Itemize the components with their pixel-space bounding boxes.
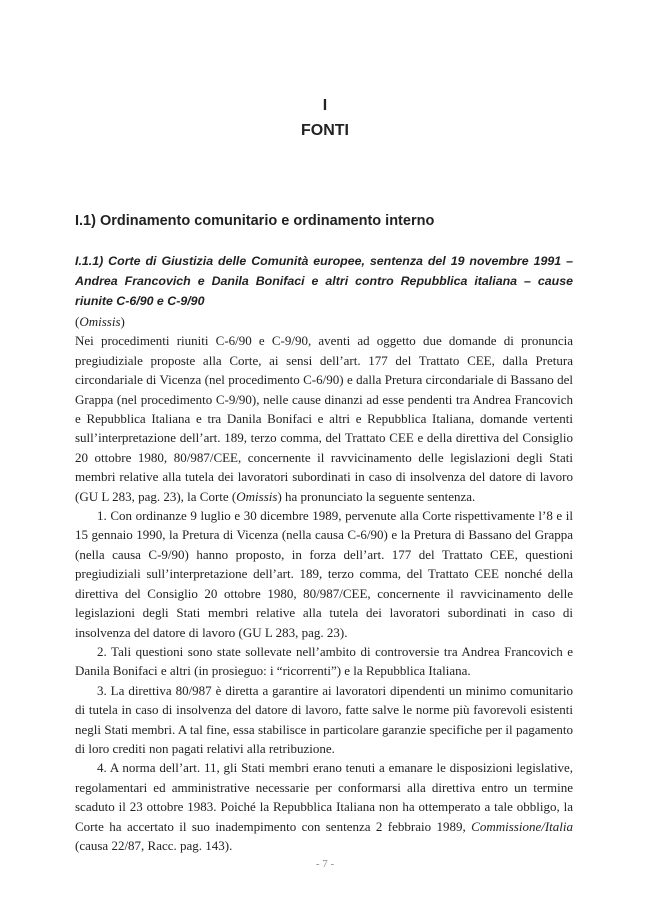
paragraph-1: 1. Con ordinanze 9 luglio e 30 dicembre 1989, pervenute alla Corte rispettivamente l’8 e il 15 gennaio 1990, la Pretura di Vicenza (nella causa C-6/90) e la Pretura di Bassano del Grappa (nella causa C-9/90) hanno proposto, in forza dell’art. 177 del Trattato CEE, questioni pregiudiziali sull’interpretazione dell’art. 189, terzo comma, del Trattato CEE nonché della direttiva del Consiglio 20 ottobre 1980, 80/987/CEE, concernente il ravvicinamento delle legislazioni degli Stati membri relative alla tutela dei lavoratori subordinati in caso di insolvenza del datore di lavoro (GU L 283, pag. 23).	[75, 508, 573, 640]
intro-text-a: Nei procedimenti riuniti C-6/90 e C-9/90, aventi ad oggetto due domande di pronuncia pregiudiziale proposte alla Corte, ai sensi dell’art. 177 del Trattato CEE, dalla Pretura circondariale di Vicenza (nel procedimento C-6/90) e dalla Pretura circondariale di Bassano del Grappa (nel procedimento C-9/90), nelle cause dinanzi ad esse pendenti tra Andrea Francovich e Repubblica Italiana e tra Danila Bonifaci e altri e Repubblica Italiana, domande vertenti sull’interpretazione dell’art. 189, terzo comma, del Trattato CEE e della direttiva del Consiglio 20 ottobre 1980, 80/987/CEE, concernente il ravvicinamento delle legislazioni degli Stati membri relative alla tutela dei lavoratori subordinati in caso di insolvenza del datore di lavoro (GU L 283, pag. 23), la Corte (	[75, 333, 573, 504]
page-number: - 7 -	[315, 858, 335, 870]
paragraph-4-text-a: 4. A norma dell’art. 11, gli Stati membri erano tenuti a emanare le disposizioni legislative, regolamentari ed amministrative necessarie per conformarsi alla direttiva entro un termine scaduto il 23 ottobre 1983. Poiché la Repubblica Italiana non ha ottemperato a tale obbligo, la Corte ha accertato il suo inadempimento con sentenza 2 febbraio 1989,	[75, 760, 573, 834]
omissis-close: )	[120, 314, 125, 329]
judgment-text	[75, 312, 573, 855]
paragraph-4-text-b: (causa 22/87, Racc. pag. 143).	[75, 837, 233, 853]
omissis-line	[75, 312, 573, 331]
omissis-word: Omissis	[79, 314, 121, 329]
chapter-title: FONTI	[301, 122, 349, 139]
subsection-heading: I.1.1) Corte di Giustizia delle Comunità europee, sentenza del 19 novembre 1991 – Andrea Francovich e Danila Bonifaci e altri contro Repubblica italiana – cause riunite C-6/90 e C-9/90	[75, 254, 573, 308]
paragraph-3: 3. La direttiva 80/987 è diretta a garantire ai lavoratori dipendenti un minimo comunitario di tutela in caso di insolvenza del datore di lavoro, fatte salve le norme più favorevoli esistenti negli Stati membri. A tal fine, essa stabilisce in particolare garanzie specifiche per il pagamento di loro crediti non pagati relativi alla retribuzione.	[75, 682, 573, 756]
case-name: Commissione/Italia	[471, 818, 573, 834]
intro-omissis: Omissis	[236, 488, 278, 504]
chapter-number: I	[322, 97, 328, 114]
section-heading: I.1) Ordinamento comunitario e ordinamento interno	[75, 213, 435, 229]
paragraph-2: 2. Tali questioni sono state sollevate nell’ambito di controversie tra Andrea Francovich e Danila Bonifaci e altri (in prosieguo: i “ricorrenti”) e la Repubblica Italiana.	[75, 643, 573, 679]
omissis-open: (	[75, 314, 80, 329]
intro-text-b: ) ha pronunciato la seguente sentenza.	[277, 488, 476, 504]
paragraph-4	[75, 758, 573, 855]
intro-paragraph	[75, 331, 573, 506]
chapter-heading	[0, 93, 650, 143]
